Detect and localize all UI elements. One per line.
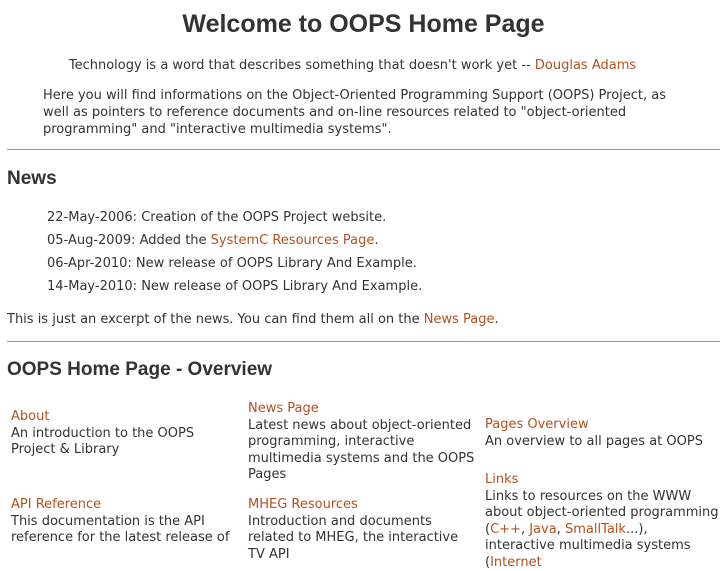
excerpt-text: This is just an excerpt of the news. You can find them all on the [7,312,420,327]
news-item [47,278,422,301]
news-text-suffix: . [374,233,379,248]
quote [0,57,705,74]
overview-cell-pages-overview [485,417,715,450]
news-date: 06-Apr-2010: [47,256,132,271]
cpp-link[interactable]: C++ [490,521,521,537]
news-item [47,232,422,255]
news-page-overview-link[interactable]: News Page [248,401,319,416]
news-text: Added the [139,233,207,248]
news-excerpt [7,311,499,328]
news-item [47,209,422,232]
news-page-description: Latest news about object-oriented programming, interactive multimedia systems and the OOPS Pages [248,417,475,482]
systemc-resources-link[interactable]: SystemC Resources Page [210,233,375,248]
news-text: New release of OOPS Library And Example. [135,256,417,271]
about-link[interactable]: About [11,409,50,424]
pages-overview-link[interactable]: Pages Overview [485,417,589,432]
quote-text: Technology is a word that describes something that doesn't work yet -- [68,58,531,73]
overview-cell-mheg-resources [248,497,478,563]
page-title: Welcome to OOPS Home Page [182,10,545,38]
overview-cell-news-page [248,401,478,484]
news-heading: News [7,168,57,189]
pages-overview-description: An overview to all pages at OOPS [485,433,703,449]
overview-heading: OOPS Home Page - Overview [7,359,273,380]
links-link[interactable]: Links [485,472,519,487]
api-reference-description: This documentation is the API reference for the latest release of [11,513,230,545]
intro-paragraph: Here you will find informations on the Object-Oriented Programming Support (OOPS) Project, as well as pointers to reference documents and on-line resources related to "object-oriented programming" and "interactive multimedia systems". [43,88,667,137]
overview-cell-api-reference [11,497,241,547]
excerpt-suffix: . [494,312,499,327]
about-description: An introduction to the OOPS Project & Library [11,425,195,457]
mheg-resources-description: Introduction and documents related to MHEG, the interactive TV API [248,513,459,562]
news-list [47,209,422,301]
news-page-link[interactable]: News Page [423,312,495,327]
links-description-mid: ...), interactive multimedia systems ( [485,521,691,570]
news-date: 05-Aug-2009: [47,233,136,248]
news-item [47,255,422,278]
divider [7,341,720,342]
news-date: 14-May-2010: [47,279,138,294]
divider [7,149,720,150]
quote-author-link[interactable]: Douglas Adams [534,58,637,73]
internet-link[interactable]: Internet [490,554,542,570]
mheg-resources-link[interactable]: MHEG Resources [248,497,358,512]
smalltalk-link[interactable]: SmallTalk [564,521,626,537]
api-reference-link[interactable]: API Reference [11,497,102,512]
overview-cell-links: Links Links to resources on the WWW about object-oriented programming (C++, Java, SmallTalk...), interactive multimedia systems (Internet [485,472,721,571]
java-link[interactable]: Java [529,521,557,537]
links-description: Links to resources on the WWW about object-oriented programming ( [485,488,719,537]
overview-cell-about [11,409,241,459]
news-date: 22-May-2006: [47,210,138,225]
news-text: Creation of the OOPS Project website. [141,210,387,225]
news-text: New release of OOPS Library And Example. [141,279,423,294]
